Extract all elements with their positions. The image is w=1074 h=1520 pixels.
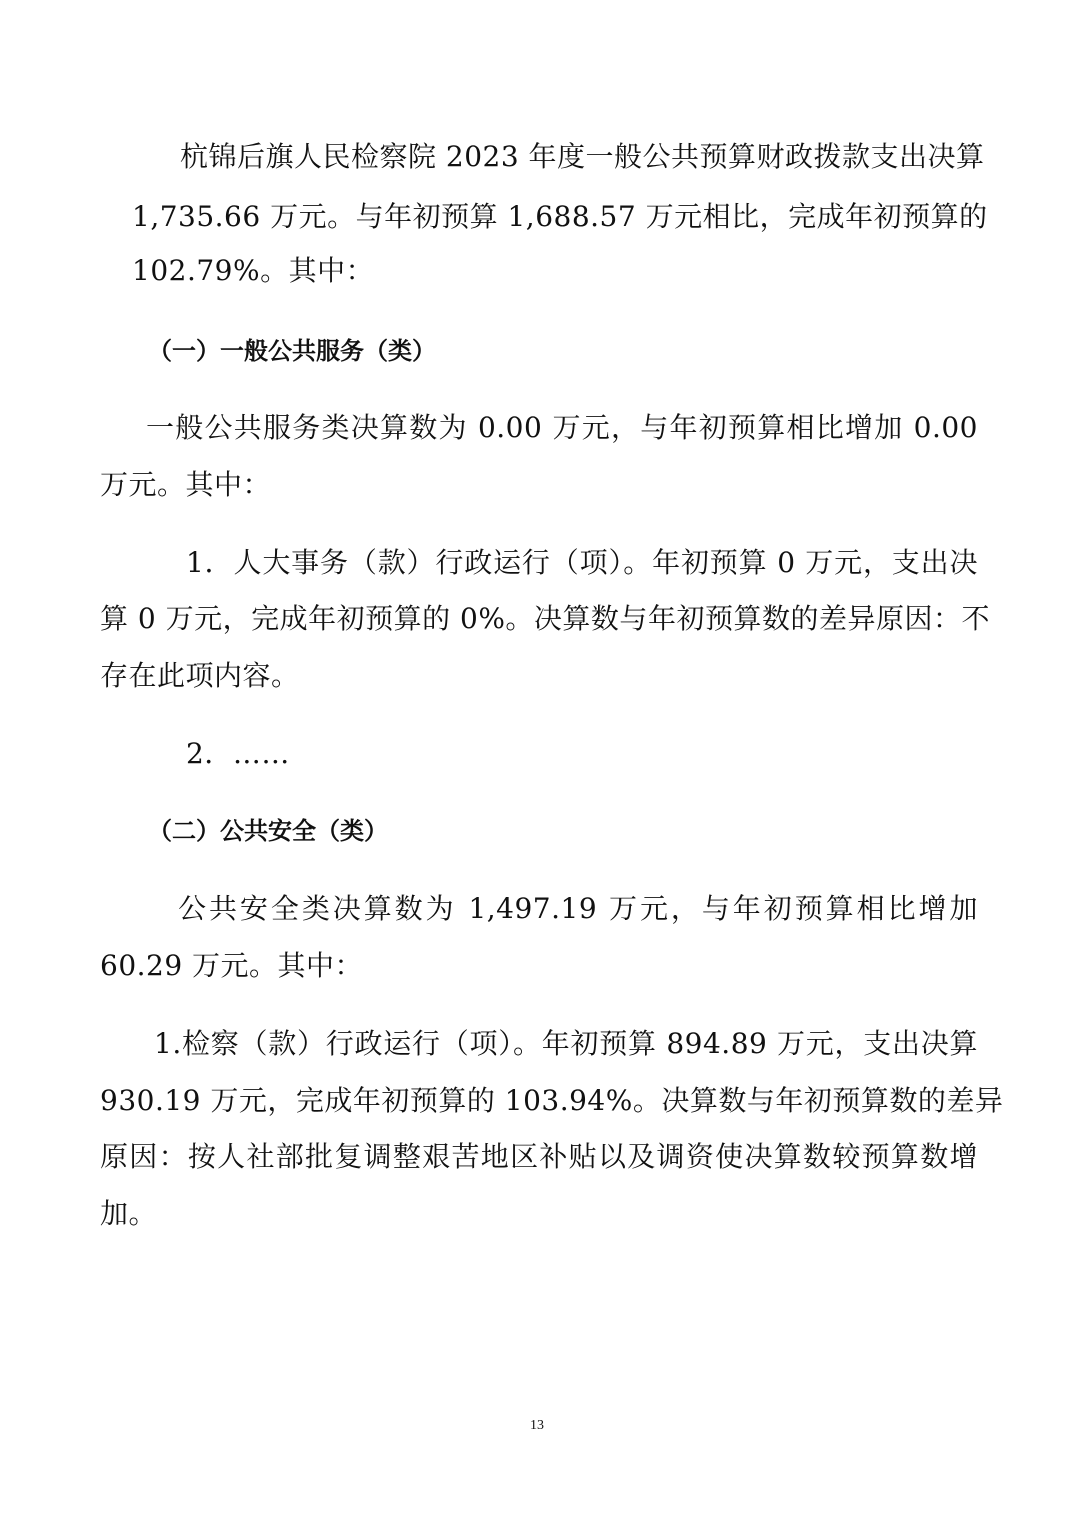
section-2-item-1-line-2: 930.19 万元，完成年初预算的 103.94%。决算数与年初预算数的差异: [100, 1084, 1004, 1117]
section-1-item-1-line-1: 1．人大事务（款）行政运行（项）。年初预算 0 万元，支出决: [186, 546, 978, 579]
section-1-item-1-line-2: 算 0 万元，完成年初预算的 0%。决算数与年初预算数的差异原因：不: [100, 602, 990, 635]
intro-line-1: 杭锦后旗人民检察院 2023 年度一般公共预算财政拨款支出决算: [180, 140, 985, 173]
section-heading-public-security: （二）公共安全（类）: [148, 817, 388, 845]
section-2-item-1-line-3: 原因：按人社部批复调整艰苦地区补贴以及调资使决算数较预算数增: [100, 1140, 978, 1173]
section-2-summary-line-1: 公共安全类决算数为 1,497.19 万元，与年初预算相比增加: [178, 892, 978, 925]
intro-line-2: 1,735.66 万元。与年初预算 1,688.57 万元相比，完成年初预算的: [132, 200, 988, 233]
section-2-summary-line-2: 60.29 万元。其中：: [100, 949, 364, 982]
section-1-item-2: 2．……: [186, 737, 290, 770]
page-number: 13: [530, 1418, 544, 1433]
section-2-item-1-line-4: 加。: [100, 1197, 158, 1230]
section-1-summary-line-1: 一般公共服务类决算数为 0.00 万元，与年初预算相比增加 0.00: [146, 411, 978, 444]
section-1-summary-line-2: 万元。其中：: [100, 468, 272, 501]
section-1-item-1-line-3: 存在此项内容。: [100, 659, 300, 692]
section-heading-general-public-services: （一）一般公共服务（类）: [148, 337, 436, 365]
intro-line-3: 102.79%。其中：: [132, 254, 375, 287]
section-2-item-1-line-1: 1.检察（款）行政运行（项）。年初预算 894.89 万元，支出决算: [154, 1027, 978, 1060]
